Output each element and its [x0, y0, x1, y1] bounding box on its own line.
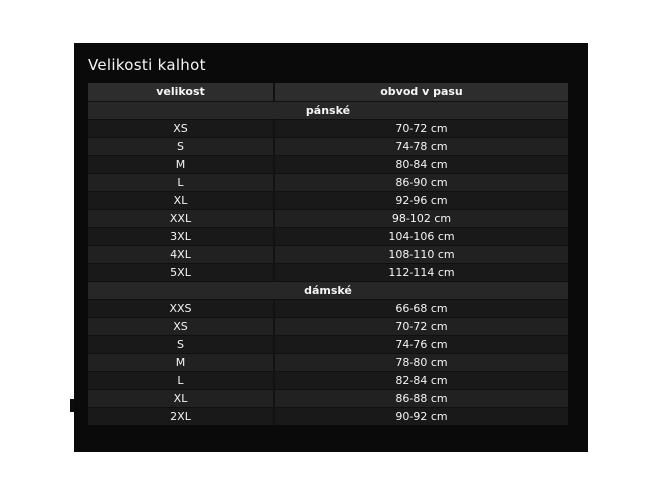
table-row: [88, 119, 568, 137]
size-cell: 4XL: [88, 245, 274, 263]
table-row: [88, 353, 568, 371]
table-row: [88, 407, 568, 425]
size-cell: XL: [88, 191, 274, 209]
column-header-size: velikost: [88, 83, 274, 101]
table-row: [88, 245, 568, 263]
waist-cell: 92-96 cm: [274, 191, 568, 209]
size-cell: S: [88, 335, 274, 353]
waist-cell: 74-78 cm: [274, 137, 568, 155]
waist-cell: 80-84 cm: [274, 155, 568, 173]
table-row: [88, 173, 568, 191]
section-row: [88, 101, 568, 119]
size-cell: L: [88, 371, 274, 389]
table-row: [88, 317, 568, 335]
size-cell: 3XL: [88, 227, 274, 245]
waist-cell: 90-92 cm: [274, 407, 568, 425]
size-cell: XXL: [88, 209, 274, 227]
waist-cell: 86-90 cm: [274, 173, 568, 191]
size-cell: 2XL: [88, 407, 274, 425]
size-chart-panel: [74, 43, 588, 452]
section-label: dámské: [88, 281, 568, 299]
size-cell: L: [88, 173, 274, 191]
waist-cell: 112-114 cm: [274, 263, 568, 281]
size-cell: 5XL: [88, 263, 274, 281]
waist-cell: 70-72 cm: [274, 119, 568, 137]
waist-cell: 78-80 cm: [274, 353, 568, 371]
table-row: [88, 137, 568, 155]
table-row: [88, 371, 568, 389]
size-cell: XL: [88, 389, 274, 407]
section-label: pánské: [88, 101, 568, 119]
left-edge-notch: [70, 399, 75, 412]
page-title: Velikosti kalhot: [88, 56, 206, 74]
size-cell: XS: [88, 119, 274, 137]
waist-cell: 66-68 cm: [274, 299, 568, 317]
waist-cell: 74-76 cm: [274, 335, 568, 353]
waist-cell: 70-72 cm: [274, 317, 568, 335]
table-row: [88, 335, 568, 353]
table-row: [88, 191, 568, 209]
table-row: [88, 299, 568, 317]
table-row: [88, 155, 568, 173]
waist-cell: 82-84 cm: [274, 371, 568, 389]
section-row: [88, 281, 568, 299]
size-cell: XXS: [88, 299, 274, 317]
size-table-body: [88, 101, 568, 425]
waist-cell: 98-102 cm: [274, 209, 568, 227]
waist-cell: 108-110 cm: [274, 245, 568, 263]
table-row: [88, 227, 568, 245]
table-row: [88, 389, 568, 407]
table-row: [88, 209, 568, 227]
waist-cell: 86-88 cm: [274, 389, 568, 407]
waist-cell: 104-106 cm: [274, 227, 568, 245]
size-cell: M: [88, 155, 274, 173]
size-cell: M: [88, 353, 274, 371]
table-row: [88, 263, 568, 281]
size-cell: S: [88, 137, 274, 155]
size-table: [88, 83, 568, 425]
table-header-row: [88, 83, 568, 101]
size-cell: XS: [88, 317, 274, 335]
column-header-waist: obvod v pasu: [274, 83, 568, 101]
